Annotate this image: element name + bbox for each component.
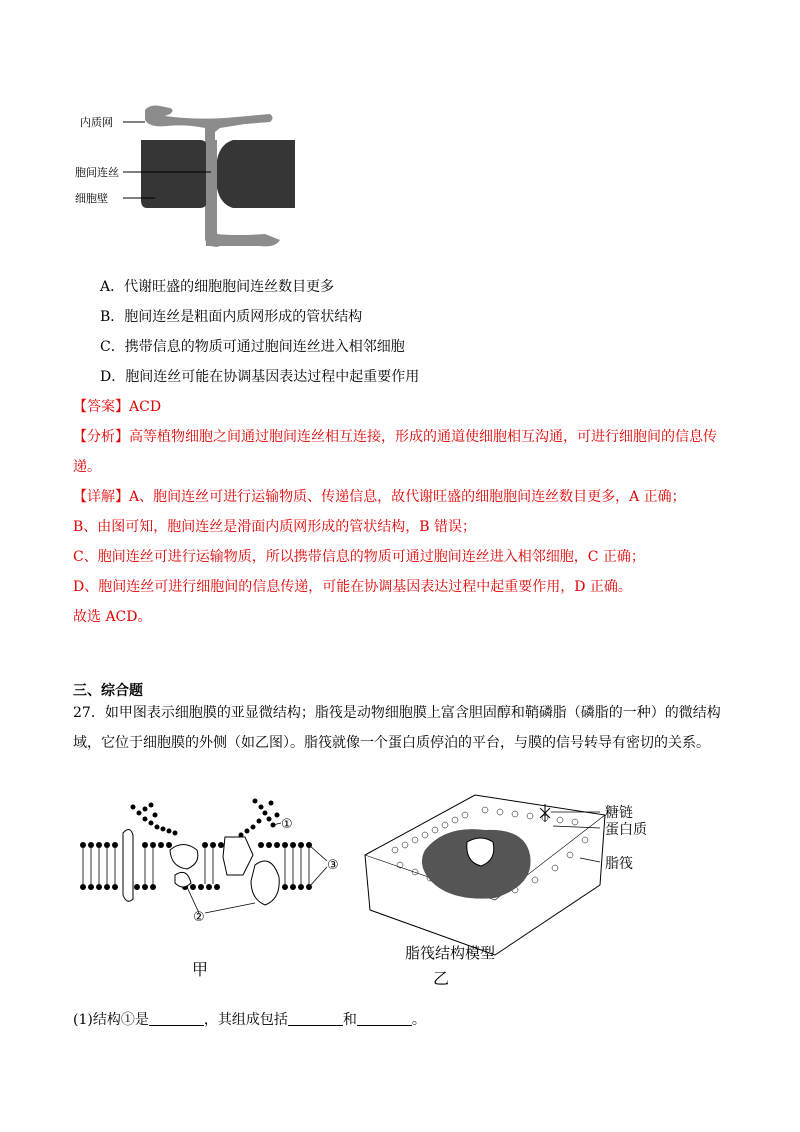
- blank-3[interactable]: [357, 1011, 412, 1026]
- label-cell-wall: 细胞壁: [75, 192, 108, 205]
- option-d: D．胞间连丝可能在协调基因表达过程中起重要作用: [100, 369, 420, 385]
- right-cell-wall-shape: [217, 140, 295, 208]
- detail-text-1: A、胞间连丝可进行运输物质、传递信息，故代谢旺盛的细胞胞间连丝数目更多，A 正确；: [129, 489, 686, 505]
- marker-2: ②: [193, 910, 205, 925]
- membrane-diagram: [75, 795, 350, 985]
- glycan-right: [239, 799, 280, 838]
- label-plasmodesmata: 胞间连丝: [75, 166, 119, 179]
- protein-left: [123, 829, 133, 901]
- plasmodesmata-figure: [75, 100, 305, 260]
- marker-3: ③: [327, 858, 339, 873]
- answer-value: ACD: [129, 399, 162, 415]
- analysis-line-2: 递。: [73, 459, 101, 475]
- membrane-figure-jia: [75, 795, 350, 985]
- option-c: C．携带信息的物质可通过胞间连丝进入相邻细胞: [100, 339, 405, 355]
- analysis-text-1: 高等植物细胞之间通过胞间连丝相互连接，形成的通道使细胞相互沟通，可进行细胞间的信息传: [129, 429, 717, 445]
- lipid-raft-figure-yi: [355, 790, 675, 990]
- q27-line-2: 域，它位于细胞膜的外侧（如乙图）。脂筏就像一个蛋白质停泊的平台，与膜的信号转导有密切的关系。: [73, 735, 710, 751]
- protein-center: [223, 837, 253, 875]
- lipid-raft-diagram: [355, 790, 675, 990]
- bilayer-top-heads: [80, 842, 312, 848]
- analysis-line-1: [73, 427, 717, 447]
- label-raft: 脂筏: [605, 856, 633, 872]
- protein-mid: [170, 845, 198, 870]
- answer-label: 【答案】: [73, 399, 129, 415]
- protein-right: [251, 861, 279, 905]
- section-title: 三、综合题: [73, 683, 143, 699]
- sub-q1-mid: ，其组成包括: [203, 1012, 288, 1028]
- marker-1: ①: [281, 817, 293, 832]
- sub-question-1: [73, 1010, 426, 1030]
- detail-label: 【详解】: [73, 489, 129, 505]
- er-bottom-shape: [206, 218, 280, 246]
- detail-line-2: B、由图可知，胞间连丝是滑面内质网形成的管状结构，B 错误；: [73, 519, 477, 535]
- label-protein: 蛋白质: [605, 822, 647, 838]
- sub-q1-prefix: (1)结构①是: [73, 1012, 149, 1028]
- label-yi: 乙: [433, 969, 450, 988]
- detail-line-3: C、胞间连丝可进行运输物质，所以携带信息的物质可通过胞间连丝进入相邻细胞，C 正确；: [73, 549, 645, 565]
- option-a: A．代谢旺盛的细胞胞间连丝数目更多: [100, 279, 335, 295]
- sub-q1-and: 和: [342, 1012, 357, 1028]
- plasmodesmata-diagram: [75, 100, 305, 260]
- blank-2[interactable]: [288, 1011, 343, 1026]
- label-er: 内质网: [80, 116, 113, 129]
- glycan-left: [131, 803, 178, 836]
- answer-line: [73, 397, 161, 417]
- detail-line-5: 故选 ACD。: [73, 609, 152, 625]
- yi-title: 脂筏结构模型: [405, 944, 496, 962]
- protein-small: [175, 872, 191, 887]
- analysis-label: 【分析】: [73, 429, 129, 445]
- detail-line-4: D、胞间连丝可进行细胞间的信息传递，可能在协调基因表达过程中起重要作用，D 正确。: [73, 579, 632, 595]
- label-jia: 甲: [192, 960, 209, 979]
- detail-line-1: [73, 487, 686, 507]
- option-b: B．胞间连丝是粗面内质网形成的管状结构: [100, 309, 363, 325]
- label-sugar-chain: 糖链: [605, 805, 633, 821]
- q27-line-1: 27．如甲图表示细胞膜的亚显微结构；脂筏是动物细胞膜上富含胆固醇和鞘磷脂（磷脂的一种）的微结构: [73, 705, 721, 721]
- sub-q1-end: 。: [411, 1012, 426, 1028]
- blank-1[interactable]: [149, 1011, 204, 1026]
